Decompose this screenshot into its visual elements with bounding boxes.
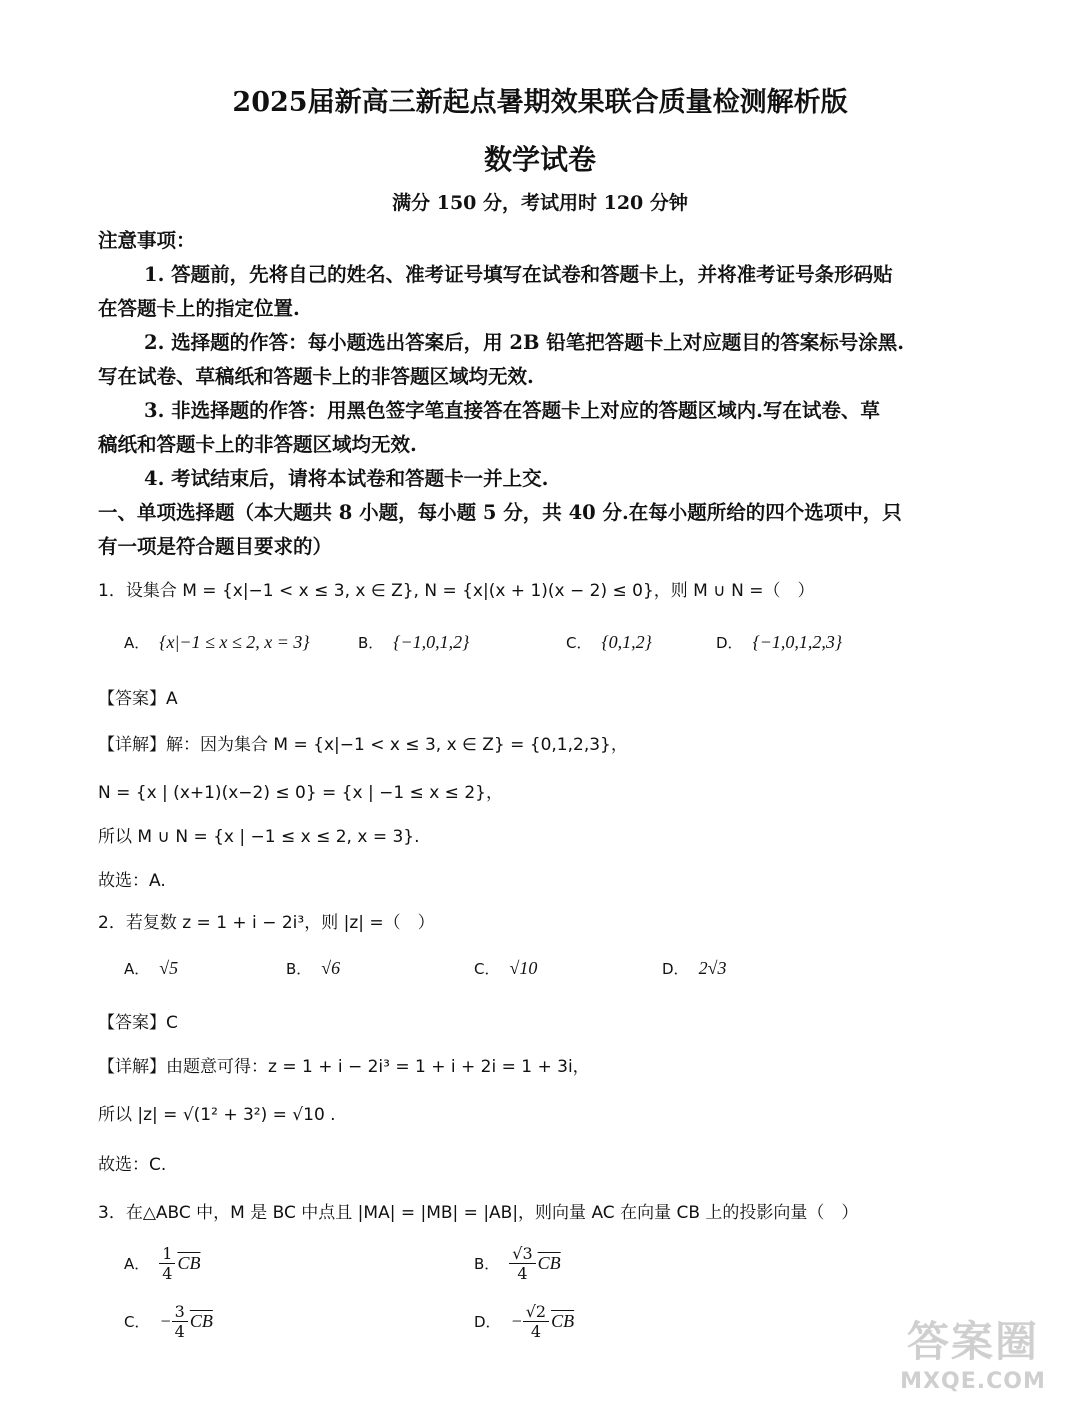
- q1-detail-3: 所以 M ∪ N = {x | −1 ≤ x ≤ 2, x = 3}.: [98, 827, 420, 847]
- q2-option-c: [474, 958, 537, 979]
- q2-stem: 2．若复数 z = 1 + i − 2i³，则 |z| =（ ）: [98, 913, 435, 933]
- q3-option-b: [474, 1244, 561, 1283]
- option-label: A．: [124, 960, 150, 978]
- q1-answer: 【答案】A: [98, 689, 178, 709]
- q3-option-d: [474, 1302, 574, 1341]
- q3-option-a: [124, 1244, 200, 1283]
- option-text: √10: [509, 958, 538, 978]
- option-text: {−1,0,1,2}: [393, 632, 470, 652]
- option-vector: $\overline{CB}$: [189, 1311, 213, 1331]
- q3-option-c: [124, 1302, 213, 1341]
- q1-option-a: [124, 632, 310, 653]
- option-text: √5: [159, 958, 179, 978]
- fraction-denominator: 4: [174, 1322, 185, 1341]
- option-fraction: [523, 1302, 549, 1341]
- option-fraction: [172, 1302, 188, 1341]
- fraction-denominator: 4: [162, 1264, 173, 1283]
- option-label: C．: [566, 634, 592, 652]
- option-label: C．: [474, 960, 500, 978]
- q1-detail-1: 【详解】解：因为集合 M = {x|−1 < x ≤ 3, x ∈ Z} = {0,1,2,3}，: [98, 735, 628, 755]
- fraction-denominator: 4: [530, 1322, 541, 1341]
- q3-stem: 3．在△ABC 中，M 是 BC 中点且 |MA| = |MB| = |AB|，则向量 AC 在向量 CB 上的投影向量（ ）: [98, 1203, 859, 1223]
- option-label: D．: [716, 634, 743, 652]
- q1-option-d: [716, 632, 842, 653]
- q2-option-d: [662, 958, 726, 979]
- option-label: C．: [124, 1313, 150, 1331]
- notice-item-2: 2. 选择题的作答：每小题选出答案后，用 2B 铅笔把答题卡上对应题目的答案标号涂黑.: [144, 331, 905, 354]
- notice-item-3-cont: 稿纸和答题卡上的非答题区域均无效.: [98, 433, 417, 456]
- option-label: D．: [662, 960, 689, 978]
- q2-option-b: [286, 958, 340, 979]
- option-text: {−1,0,1,2,3}: [752, 632, 843, 652]
- option-fraction: [509, 1244, 535, 1283]
- watermark-logo: [888, 1309, 1058, 1399]
- notice-heading: 注意事项：: [98, 229, 196, 252]
- fraction-numerator: 1: [159, 1244, 175, 1264]
- q2-detail-1: 【详解】由题意可得：z = 1 + i − 2i³ = 1 + i + 2i = 1 + 3i，: [98, 1057, 590, 1077]
- exam-subject: 数学试卷: [483, 143, 596, 176]
- q1-detail-2: N = {x | (x+1)(x−2) ≤ 0} = {x | −1 ≤ x ≤ 2}，: [98, 783, 503, 803]
- notice-item-3: 3. 非选择题的作答：用黑色签字笔直接答在答题卡上对应的答题区域内.写在试卷、草: [144, 399, 880, 422]
- watermark-line1: 答案圈: [906, 1317, 1039, 1366]
- option-prefix: −: [510, 1311, 523, 1331]
- option-label: B．: [358, 634, 384, 652]
- fraction-numerator: √2: [523, 1302, 549, 1322]
- exam-title: 2025届新高三新起点暑期效果联合质量检测解析版: [232, 87, 848, 118]
- notice-item-1: 1. 答题前，先将自己的姓名、准考证号填写在试卷和答题卡上，并将准考证号条形码贴: [144, 263, 893, 286]
- section-heading-line1: 一、单项选择题（本大题共 8 小题，每小题 5 分，共 40 分.在每小题所给的四个选项中，只: [98, 501, 902, 524]
- q2-detail-2: 所以 |z| = √(1² + 3²) = √10 .: [98, 1105, 336, 1125]
- option-label: A．: [124, 1255, 150, 1273]
- q2-answer: 【答案】C: [98, 1013, 178, 1033]
- watermark-line2: MXQE.COM: [900, 1369, 1046, 1394]
- option-text: √6: [321, 958, 341, 978]
- notice-item-2-cont: 写在试卷、草稿纸和答题卡上的非答题区域均无效.: [98, 365, 534, 388]
- option-label: A．: [124, 634, 150, 652]
- q1-detail-4: 故选：A.: [98, 871, 166, 891]
- q1-option-b: [358, 632, 469, 653]
- option-text: 2√3: [698, 958, 727, 978]
- q1-option-c: [566, 632, 652, 653]
- option-vector: $\overline{CB}$: [551, 1311, 575, 1331]
- notice-item-4: 4. 考试结束后，请将本试卷和答题卡一并上交.: [144, 467, 549, 490]
- option-label: B．: [286, 960, 312, 978]
- option-fraction: [159, 1244, 175, 1283]
- option-vector: $\overline{CB}$: [537, 1253, 561, 1273]
- notice-item-1-cont: 在答题卡上的指定位置.: [98, 297, 300, 320]
- option-prefix: −: [159, 1311, 172, 1331]
- option-text: {0,1,2}: [601, 632, 652, 652]
- q1-stem: 1．设集合 M = {x|−1 < x ≤ 3, x ∈ Z}, N = {x|(x + 1)(x − 2) ≤ 0}，则 M ∪ N =（ ）: [98, 581, 815, 601]
- option-label: D．: [474, 1313, 501, 1331]
- option-vector: $\overline{CB}$: [177, 1253, 201, 1273]
- option-text: {x|−1 ≤ x ≤ 2, x = 3}: [159, 632, 310, 652]
- section-heading-line2: 有一项是符合题目要求的）: [98, 535, 333, 558]
- fraction-denominator: 4: [517, 1264, 528, 1283]
- fraction-numerator: 3: [172, 1302, 188, 1322]
- q2-detail-3: 故选：C.: [98, 1155, 167, 1175]
- q2-option-a: [124, 958, 178, 979]
- fraction-numerator: √3: [509, 1244, 535, 1264]
- exam-info: 满分 150 分，考试用时 120 分钟: [392, 192, 688, 214]
- option-label: B．: [474, 1255, 500, 1273]
